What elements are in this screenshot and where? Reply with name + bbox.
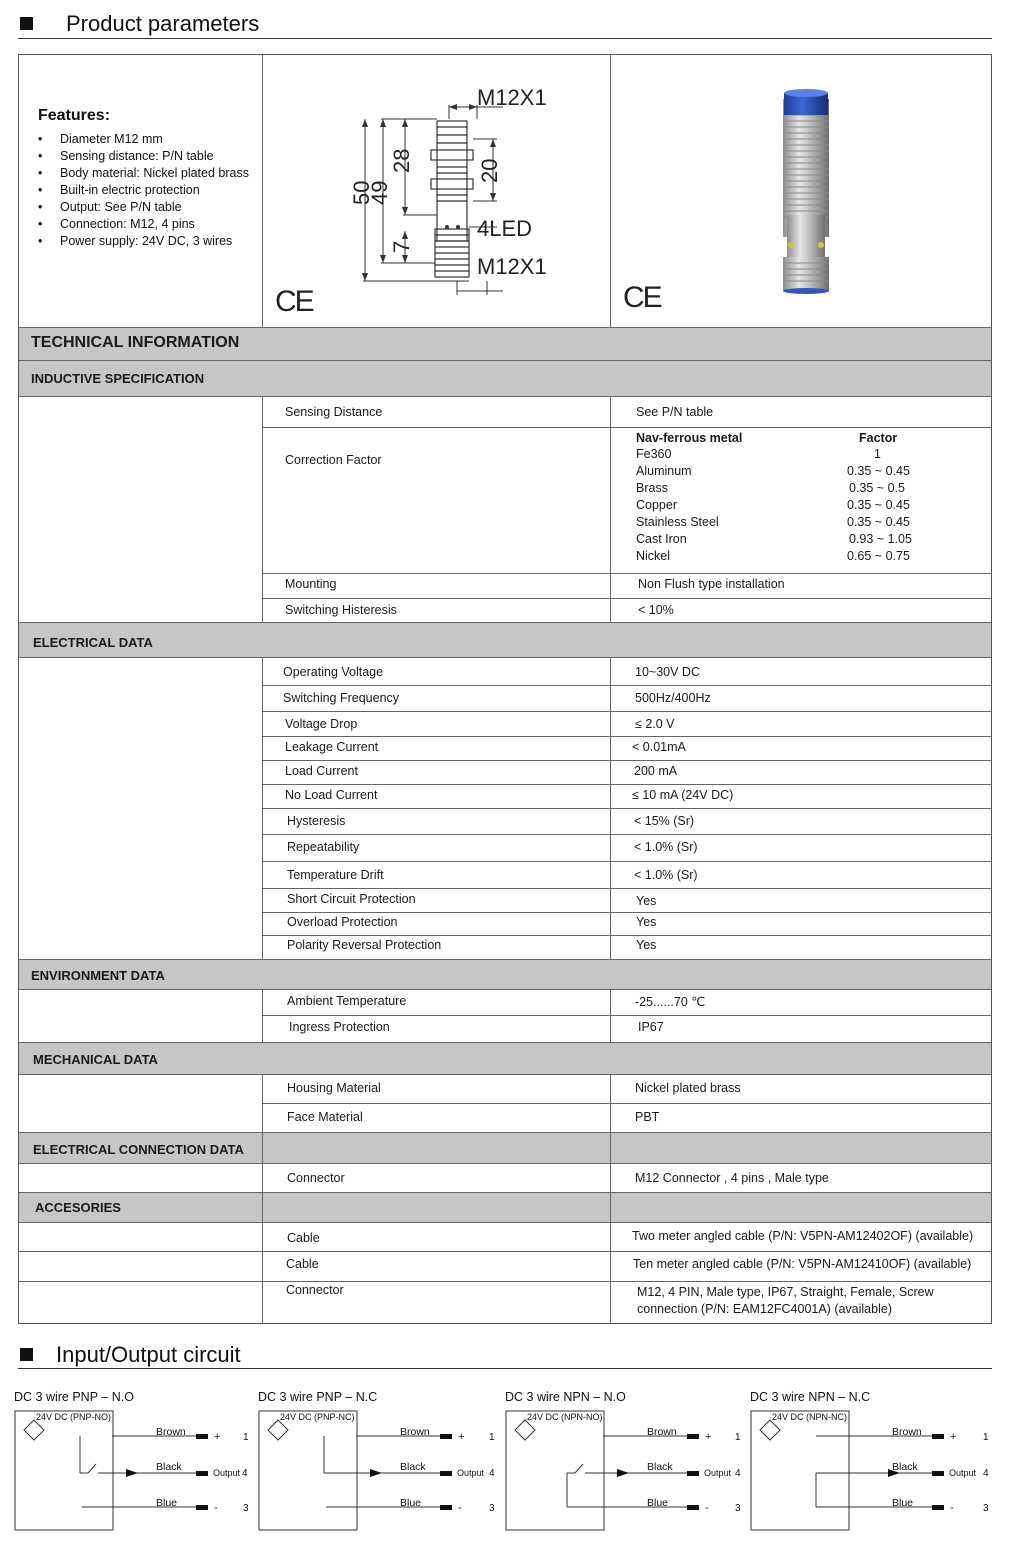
terminal-minus: -: [214, 1502, 218, 1514]
circuit-title: DC 3 wire NPN – N.O: [505, 1390, 626, 1404]
spec-value: -25......70 ℃: [635, 995, 706, 1009]
product-photo: [611, 55, 991, 326]
cf-factor: 1: [874, 447, 881, 461]
cf-metal: Stainless Steel: [636, 515, 719, 529]
wire-brown: Brown: [647, 1426, 677, 1438]
features-list: [38, 131, 249, 250]
hysteresis-label: Switching Histeresis: [285, 603, 397, 617]
spec-value: M12 Connector , 4 pins , Male type: [635, 1171, 829, 1185]
spec-label: Cable: [286, 1257, 319, 1271]
divider: [262, 1132, 263, 1323]
wire-black: Black: [156, 1461, 182, 1473]
spec-value: Ten meter angled cable (P/N: V5PN-AM12410OF) (available): [633, 1257, 972, 1271]
spec-label: No Load Current: [285, 788, 378, 802]
dim-49: 49: [367, 180, 392, 205]
terminal-output: Output: [457, 1468, 485, 1478]
dim-50: 50: [349, 180, 374, 205]
hysteresis-value: < 10%: [638, 603, 674, 617]
mounting-label: Mounting: [285, 577, 337, 591]
row-line: [19, 360, 991, 361]
spec-label: Operating Voltage: [283, 665, 384, 679]
cf-metal: Brass: [636, 481, 668, 495]
divider: [262, 396, 263, 622]
row-line: [262, 1015, 991, 1016]
circuit-title: DC 3 wire NPN – N.C: [750, 1390, 871, 1404]
accessories-title: ACCESORIES: [35, 1200, 121, 1215]
row-line: [262, 1103, 991, 1104]
sensing-distance-value: See P/N table: [636, 405, 714, 419]
correction-factor-label: Correction Factor: [285, 453, 382, 467]
cf-metal: Nickel: [636, 549, 671, 563]
electrical-title: ELECTRICAL DATA: [33, 635, 153, 650]
row-line: [19, 1042, 991, 1043]
spec-label: Short Circuit Protection: [287, 892, 416, 906]
spec-label: Connector: [286, 1283, 344, 1297]
spec-label: Hysteresis: [287, 814, 346, 828]
pin-3: 3: [243, 1503, 249, 1514]
dim-28: 28: [389, 148, 414, 173]
environment-title: ENVIRONMENT DATA: [31, 968, 165, 983]
circuit-pnp-nc: [258, 1388, 498, 1534]
terminal-plus: +: [214, 1431, 221, 1443]
feature-item: • Power supply: 24V DC, 3 wires: [38, 233, 249, 250]
spec-value: Yes: [636, 938, 657, 952]
mounting-value: Non Flush type installation: [638, 577, 785, 591]
feature-item: • Body material: Nickel plated brass: [38, 165, 249, 182]
cf-factor: 0.35 ~ 0.45: [847, 498, 910, 512]
divider: [610, 1132, 611, 1323]
row-line: [19, 989, 991, 990]
row-line: [19, 1281, 991, 1282]
terminal-minus: -: [950, 1502, 954, 1514]
spec-value: M12, 4 PIN, Male type, IP67, Straight, Female, Screw: [637, 1285, 934, 1299]
terminal-plus: +: [458, 1431, 465, 1443]
spec-value: < 0.01mA: [632, 740, 686, 754]
pin-1: 1: [489, 1432, 495, 1443]
circuit-npn-nc: [750, 1388, 992, 1534]
row-line: [19, 396, 991, 397]
pin-1: 1: [735, 1432, 741, 1443]
terminal-output: Output: [949, 1468, 977, 1478]
spec-label: Face Material: [287, 1110, 363, 1124]
row-line: [262, 808, 991, 809]
wire-blue: Blue: [156, 1497, 178, 1509]
cf-factor: 0.93 ~ 1.05: [849, 532, 912, 546]
row-line: [19, 1132, 991, 1133]
spec-value: Two meter angled cable (P/N: V5PN-AM12402OF) (available): [632, 1229, 974, 1243]
wire-black: Black: [400, 1461, 426, 1473]
circuit-npn-no: [505, 1388, 745, 1534]
mechanical-title: MECHANICAL DATA: [33, 1052, 158, 1067]
spec-label: Ingress Protection: [289, 1020, 390, 1034]
circuit-title: DC 3 wire PNP – N.C: [258, 1390, 378, 1404]
io-rule: [18, 1368, 992, 1369]
row-line: [19, 1192, 991, 1193]
io-title: Input/Output circuit: [56, 1342, 241, 1367]
row-line: [262, 598, 991, 599]
spec-value: < 1.0% (Sr): [634, 840, 698, 854]
cf-factor-header: Factor: [859, 431, 898, 445]
pin-4: 4: [489, 1468, 495, 1479]
terminal-plus: +: [950, 1431, 957, 1443]
row-line: [19, 1222, 991, 1223]
cf-metal: Cast Iron: [636, 532, 687, 546]
cf-factor: 0.35 ~ 0.45: [847, 464, 910, 478]
mechanical-band: [19, 1042, 991, 1074]
feature-item: • Built-in electric protection: [38, 182, 249, 199]
terminal-output: Output: [704, 1468, 732, 1478]
pin-1: 1: [983, 1432, 989, 1443]
tech-info-title: TECHNICAL INFORMATION: [31, 334, 240, 351]
cf-metal: Fe360: [636, 447, 672, 461]
inductive-title: INDUCTIVE SPECIFICATION: [31, 371, 205, 386]
cf-factor: 0.35 ~ 0.45: [847, 515, 910, 529]
spec-value: < 15% (Sr): [634, 814, 695, 828]
ce-mark: CE: [275, 285, 313, 318]
circuit-pnp-no: [14, 1388, 254, 1534]
row-line: [262, 888, 991, 889]
circuit-box-label: 24V DC (PNP-NC): [280, 1412, 355, 1422]
spec-value: Yes: [636, 915, 657, 929]
spec-value: 10~30V DC: [635, 665, 700, 679]
row-line: [262, 736, 991, 737]
circuit-box-label: 24V DC (PNP-NO): [36, 1412, 112, 1422]
pin-4: 4: [242, 1468, 248, 1479]
cf-metal-header: Nav-ferrous metal: [636, 431, 743, 445]
spec-label: Cable: [287, 1231, 320, 1245]
led-label: 4LED: [477, 216, 533, 241]
dim-m12-bottom: M12X1: [477, 254, 547, 279]
pin-3: 3: [735, 1503, 741, 1514]
pin-3: 3: [983, 1503, 989, 1514]
cf-factor: 0.65 ~ 0.75: [847, 549, 910, 563]
row-line: [19, 657, 991, 658]
cf-metal: Copper: [636, 498, 677, 512]
spec-value: PBT: [635, 1110, 660, 1124]
row-line: [19, 327, 991, 328]
feature-item: • Diameter M12 mm: [38, 131, 249, 148]
spec-label: Polarity Reversal Protection: [287, 938, 442, 952]
row-line: [262, 685, 991, 686]
cf-factor: 0.35 ~ 0.5: [849, 481, 905, 495]
row-line: [19, 959, 991, 960]
electrical-band: [19, 622, 991, 657]
row-line: [262, 912, 991, 913]
spec-value: IP67: [638, 1020, 664, 1034]
row-line: [19, 1074, 991, 1075]
pin-3: 3: [489, 1503, 495, 1514]
ce-mark: CE: [623, 281, 661, 314]
spec-label: Housing Material: [287, 1081, 381, 1095]
wire-blue: Blue: [892, 1497, 914, 1509]
spec-value-line2: connection (P/N: EAM12FC4001A) (available): [637, 1302, 892, 1316]
circuit-diagram: [14, 1410, 254, 1534]
wire-black: Black: [647, 1461, 673, 1473]
spec-label: Load Current: [285, 764, 358, 778]
circuit-diagram: [505, 1410, 745, 1534]
terminal-minus: -: [458, 1502, 462, 1514]
spec-value: ≤ 10 mA (24V DC): [632, 788, 734, 802]
dim-20: 20: [477, 158, 502, 183]
sensing-distance-label: Sensing Distance: [285, 405, 383, 419]
accessories-band: [19, 1192, 991, 1222]
terminal-plus: +: [705, 1431, 712, 1443]
wire-black: Black: [892, 1461, 918, 1473]
circuit-title: DC 3 wire PNP – N.O: [14, 1390, 134, 1404]
spec-value: < 1.0% (Sr): [634, 868, 698, 882]
row-line: [262, 935, 991, 936]
connection-title: ELECTRICAL CONNECTION DATA: [33, 1142, 244, 1157]
spec-label: Overload Protection: [287, 915, 398, 929]
spec-label: Connector: [287, 1171, 345, 1185]
wire-blue: Blue: [647, 1497, 669, 1509]
terminal-output: Output: [213, 1468, 241, 1478]
pin-4: 4: [983, 1468, 989, 1479]
row-line: [19, 1251, 991, 1252]
spec-table: [18, 54, 992, 1324]
spec-label: Voltage Drop: [285, 717, 358, 731]
row-line: [262, 573, 991, 574]
row-line: [262, 861, 991, 862]
feature-item: • Connection: M12, 4 pins: [38, 216, 249, 233]
spec-label: Repeatability: [287, 840, 360, 854]
feature-item: • Sensing distance: P/N table: [38, 148, 249, 165]
row-line: [262, 760, 991, 761]
section-bullet: [20, 1348, 33, 1361]
spec-value: 200 mA: [634, 764, 678, 778]
spec-label: Temperature Drift: [287, 868, 384, 882]
row-line: [262, 427, 991, 428]
page-title: Product parameters: [66, 11, 260, 36]
row-line: [262, 711, 991, 712]
section-bullet: [20, 17, 33, 30]
dim-7: 7: [389, 240, 414, 253]
row-line: [262, 834, 991, 835]
features-title: Features:: [38, 107, 111, 124]
wire-brown: Brown: [400, 1426, 430, 1438]
spec-value: ≤ 2.0 V: [635, 717, 675, 731]
spec-value: 500Hz/400Hz: [635, 691, 711, 705]
circuit-diagram: [258, 1410, 498, 1534]
spec-label: Ambient Temperature: [287, 994, 407, 1008]
circuit-box-label: 24V DC (NPN-NC): [772, 1412, 848, 1422]
feature-item: • Output: See P/N table: [38, 199, 249, 216]
wire-blue: Blue: [400, 1497, 422, 1509]
terminal-minus: -: [705, 1502, 709, 1514]
pin-4: 4: [735, 1468, 741, 1479]
spec-value: Yes: [636, 894, 657, 908]
spec-label: Switching Frequency: [283, 691, 400, 705]
dimension-drawing: [263, 55, 609, 326]
row-line: [262, 784, 991, 785]
cf-metal: Aluminum: [636, 464, 692, 478]
spec-label: Leakage Current: [285, 740, 379, 754]
dim-m12-top: M12X1: [477, 85, 547, 110]
pin-1: 1: [243, 1432, 249, 1443]
wire-brown: Brown: [892, 1426, 922, 1438]
spec-value: Nickel plated brass: [635, 1081, 741, 1095]
circuit-box-label: 24V DC (NPN-NO): [527, 1412, 603, 1422]
row-line: [19, 622, 991, 623]
divider: [610, 396, 611, 622]
circuit-diagram: [750, 1410, 992, 1534]
wire-brown: Brown: [156, 1426, 186, 1438]
row-line: [19, 1163, 991, 1164]
title-rule: [18, 38, 992, 39]
